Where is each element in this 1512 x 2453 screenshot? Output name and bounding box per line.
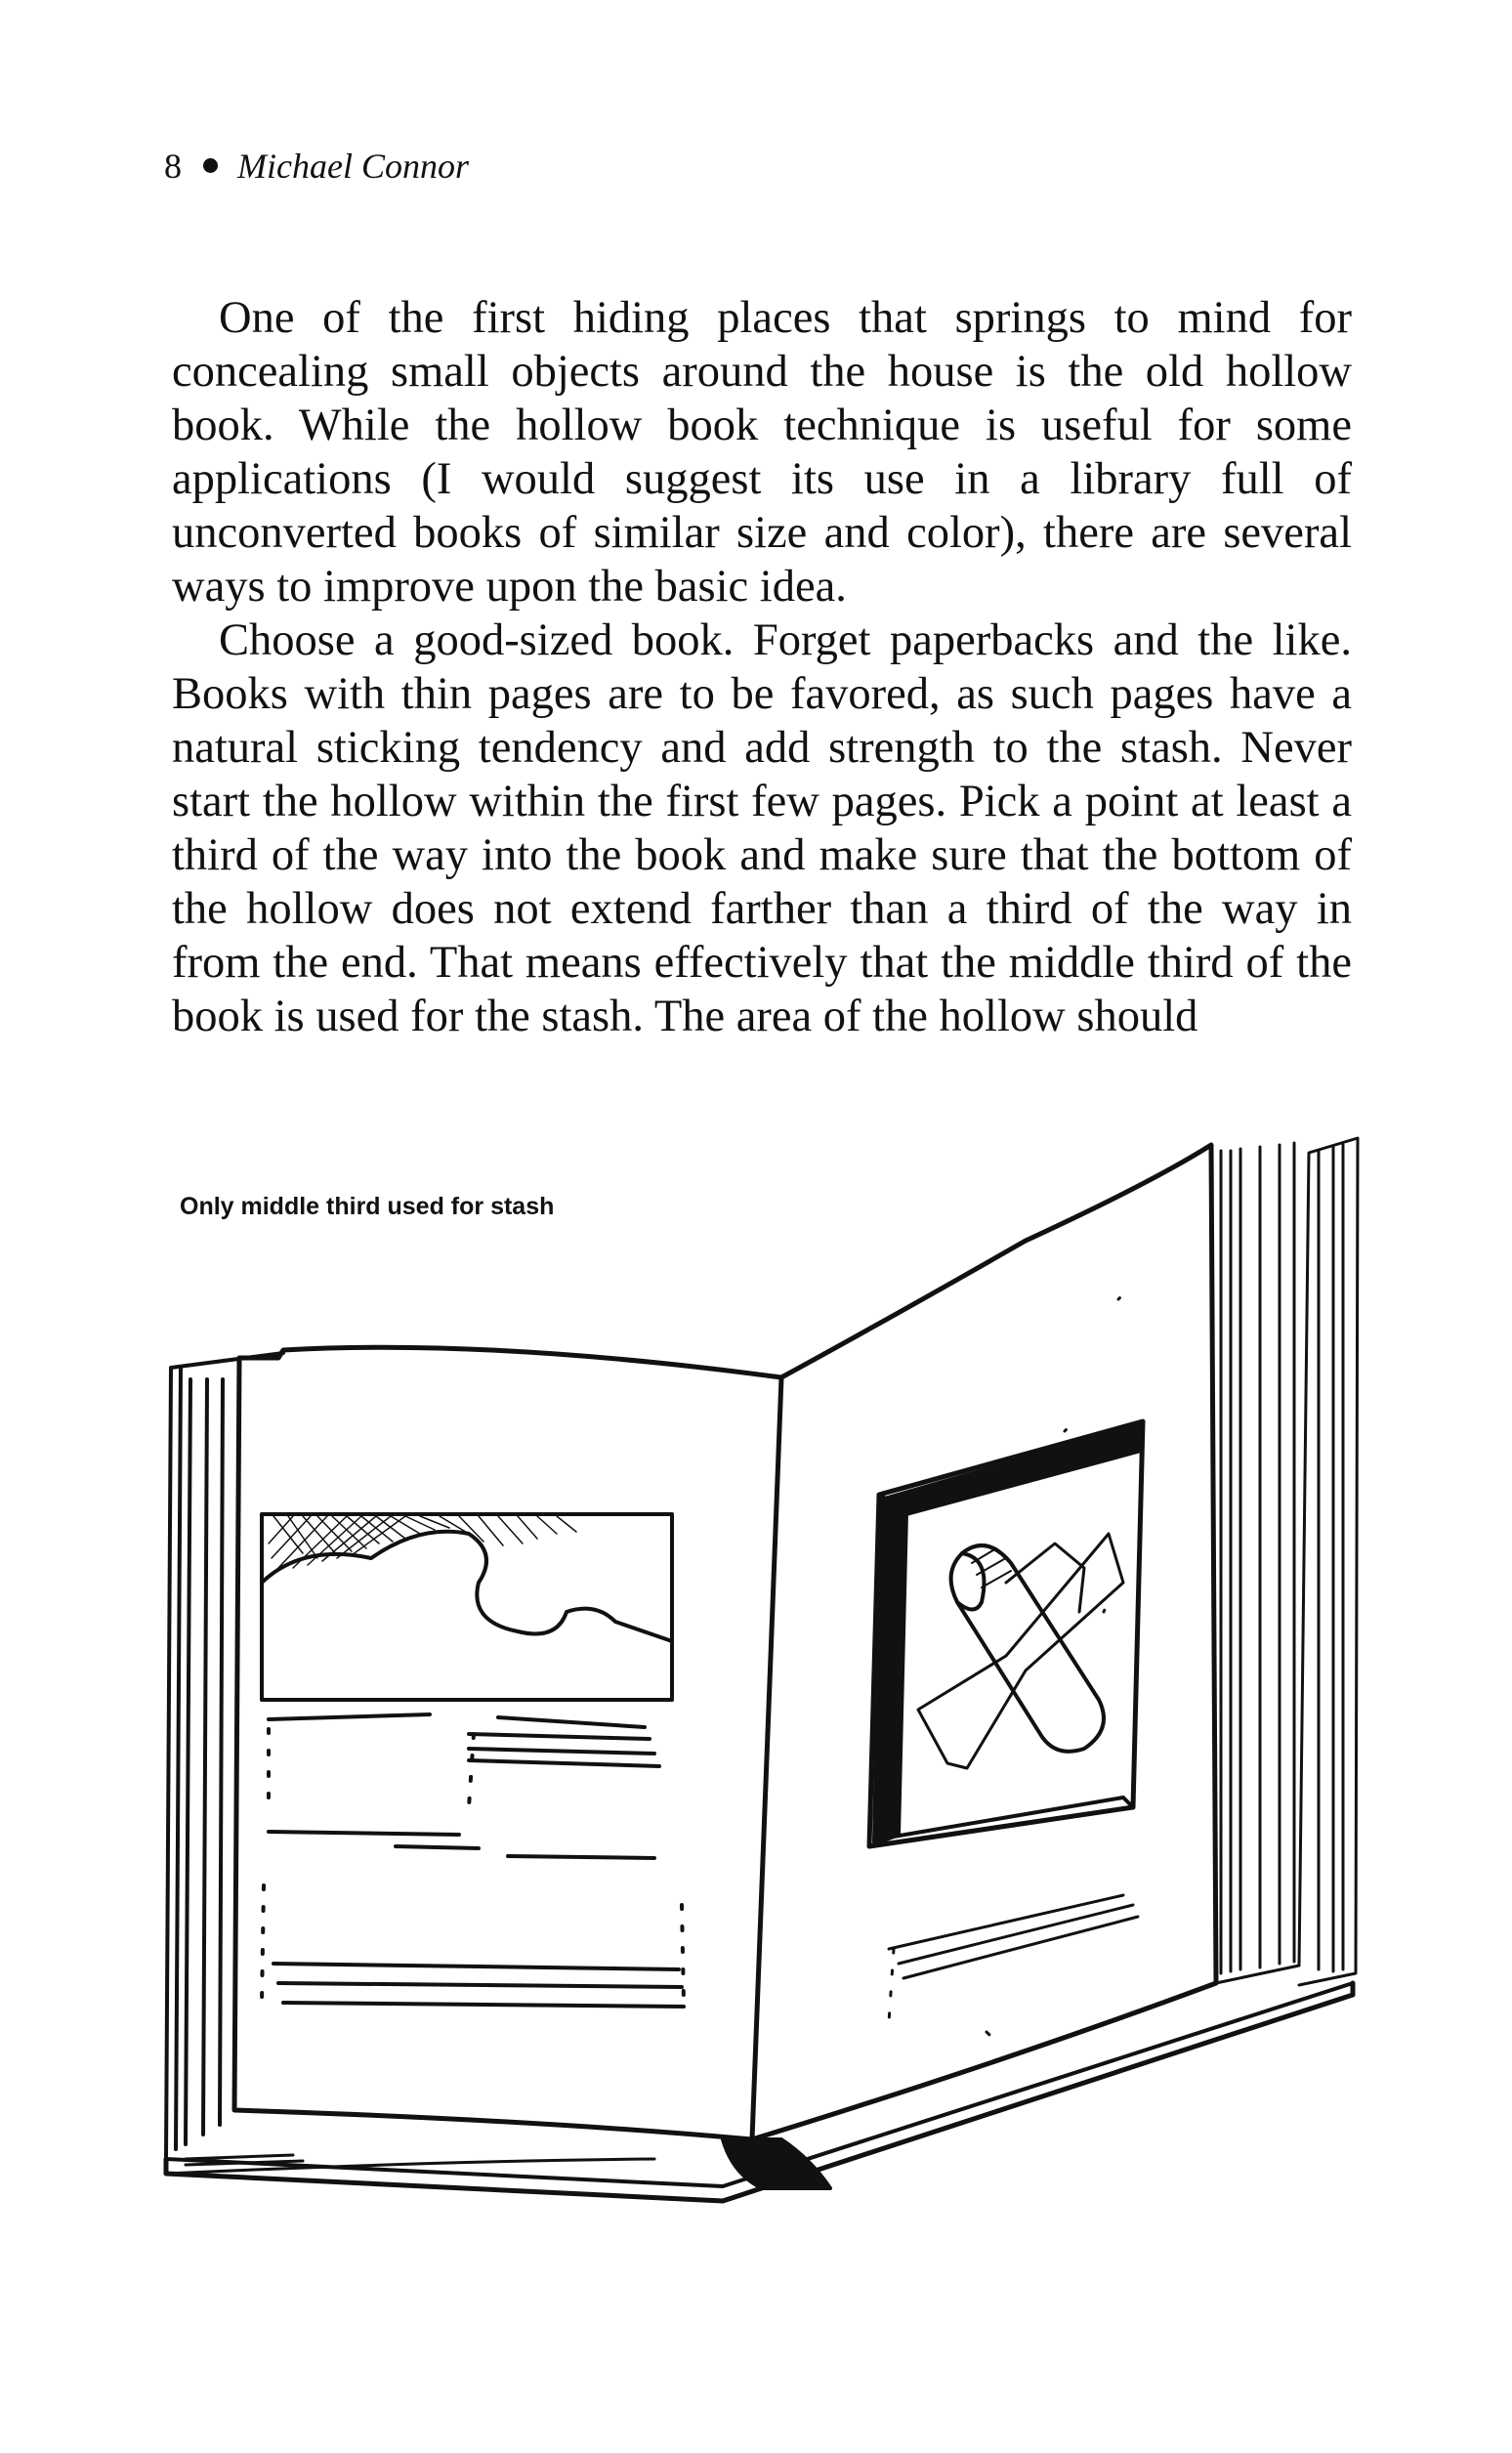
paragraph-1: One of the first hiding places that springs to mind for concealing small objects around the house is the old hollow book. While the hollow book technique is useful for some applications (I would suggest its use in a library full of unconverted books of similar size and color), there are several ways to improve upon the basic idea.	[172, 293, 1352, 612]
author-name: Michael Connor	[237, 147, 469, 186]
paragraph-2: Choose a good-sized book. Forget paperbacks and the like. Books with thin pages are to be favored, as such pages have a natural sticking tendency and add strength to the stash. Never start the hollow within the first few pages. Pick a point at least a third of the way into the book and make sure that the bottom of the hollow does not extend farther than a third of the way in from the end. That means effectively that the middle third of the book is used for the stash. The area of the hollow should	[172, 615, 1352, 1041]
book-cover-back	[166, 1353, 1353, 2186]
left-page-stack	[176, 1368, 223, 2149]
left-page-picture	[262, 1514, 672, 1700]
running-head	[164, 145, 469, 188]
bullet-separator-icon	[203, 158, 218, 173]
figure-caption: Only middle third used for stash	[180, 1193, 555, 1220]
stash-roll	[951, 1545, 1104, 1752]
right-page-stack	[1216, 1138, 1358, 1985]
body-text	[172, 291, 1352, 1043]
hollow-book-illustration	[147, 1123, 1387, 2227]
page-number: 8	[164, 147, 182, 186]
left-page	[234, 1347, 781, 2139]
